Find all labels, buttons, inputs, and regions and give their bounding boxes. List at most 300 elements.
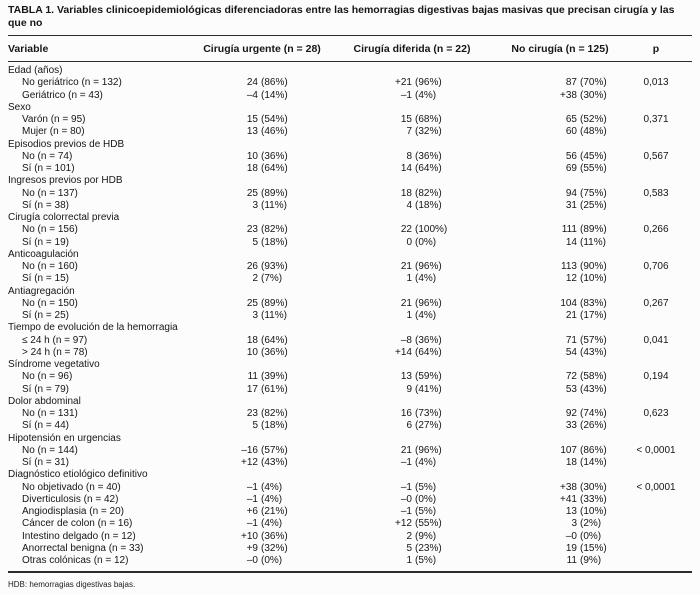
value-wrap <box>486 188 634 200</box>
value-cell <box>486 224 634 236</box>
value-cell <box>186 531 338 543</box>
group-label: Sexo <box>8 101 31 113</box>
value-cell <box>186 200 338 212</box>
value-wrap <box>338 151 486 163</box>
value-number: 71 <box>565 334 577 346</box>
value-percent: (36%) <box>261 150 288 162</box>
value-number: 1 <box>406 555 412 566</box>
value-wrap <box>186 90 338 102</box>
value-wrap <box>338 506 486 518</box>
value-cell <box>186 273 338 285</box>
value-cell <box>338 347 486 359</box>
value-percent: (27%) <box>415 420 442 432</box>
value-cell <box>486 518 634 530</box>
column-header-cirugia-diferida: Cirugía diferida (n = 22) <box>338 36 486 62</box>
table-row <box>8 273 692 285</box>
p-value-cell: 0,266 <box>643 224 669 236</box>
table-row <box>8 77 692 89</box>
value-wrap <box>186 543 338 555</box>
p-value-cell <box>634 543 692 555</box>
value-percent: (89%) <box>261 297 288 309</box>
value-percent: (55%) <box>580 163 607 174</box>
group-label: Tiempo de evolución de la hemorragia <box>8 322 178 334</box>
table-row <box>8 188 692 200</box>
value-cell <box>486 445 634 457</box>
p-value-cell <box>634 555 692 567</box>
value-wrap <box>186 188 338 200</box>
value-number: 25 <box>246 187 258 199</box>
value-cell <box>486 506 634 518</box>
value-percent: (82%) <box>415 187 442 199</box>
value-cell <box>486 126 634 138</box>
value-wrap <box>486 555 634 567</box>
value-wrap <box>486 90 634 102</box>
value-percent: (64%) <box>415 346 442 358</box>
value-number: 60 <box>565 126 577 138</box>
p-value-cell: 0,013 <box>643 77 669 89</box>
value-cell <box>186 163 338 175</box>
row-label: No (n = 156) <box>22 224 78 236</box>
table-row <box>8 237 692 249</box>
value-cell <box>338 371 486 383</box>
value-cell <box>186 347 338 359</box>
value-percent: (4%) <box>415 89 437 101</box>
value-number: 9 <box>406 383 412 395</box>
value-number: –1 <box>246 493 258 505</box>
value-number: 2 <box>406 530 412 542</box>
value-number: 16 <box>400 408 412 419</box>
row-label: Sí (n = 15) <box>22 273 69 285</box>
value-wrap <box>338 163 486 175</box>
value-percent: (93%) <box>261 261 288 272</box>
value-cell <box>186 224 338 236</box>
value-cell <box>338 518 486 530</box>
table-footnote: HDB: hemorragias digestivas bajas. <box>8 580 136 590</box>
p-value-cell: 0,706 <box>643 261 669 272</box>
p-value-cell: 0,583 <box>643 187 669 199</box>
value-cell <box>186 114 338 126</box>
value-percent: (70%) <box>580 77 607 89</box>
value-wrap <box>338 77 486 89</box>
value-wrap <box>186 163 338 175</box>
value-number: –1 <box>400 89 412 101</box>
value-wrap <box>338 237 486 249</box>
row-label: > 24 h (n = 78) <box>22 346 88 358</box>
value-wrap <box>338 188 486 200</box>
value-number: 11 <box>566 555 577 566</box>
p-value-cell <box>634 420 692 432</box>
value-cell <box>186 335 338 347</box>
row-label: No objetivado (n = 40) <box>22 481 121 493</box>
value-cell <box>486 371 634 383</box>
value-wrap <box>186 384 338 396</box>
value-wrap <box>186 408 338 420</box>
value-wrap <box>186 77 338 89</box>
value-percent: (89%) <box>580 224 607 236</box>
value-number: 111 <box>561 224 577 236</box>
value-wrap <box>486 163 634 175</box>
value-percent: (9%) <box>415 530 437 542</box>
value-percent: (82%) <box>261 408 288 419</box>
value-cell <box>486 90 634 102</box>
value-cell <box>486 555 634 567</box>
value-wrap <box>186 494 338 506</box>
value-cell <box>486 200 634 212</box>
value-percent: (58%) <box>580 371 607 383</box>
table-row <box>8 384 692 396</box>
value-number: 21 <box>400 261 412 272</box>
value-number: –1 <box>400 506 412 517</box>
value-percent: (4%) <box>415 310 437 321</box>
table-row <box>8 555 692 567</box>
value-cell <box>486 420 634 432</box>
value-cell <box>186 261 338 273</box>
value-percent: (0%) <box>580 530 602 542</box>
value-number: 22 <box>400 224 412 236</box>
value-percent: (18%) <box>261 420 288 432</box>
table-row <box>8 90 692 102</box>
value-number: 13 <box>246 126 258 138</box>
group-label: Diagnóstico etiológico definitivo <box>8 469 148 481</box>
value-number: 18 <box>400 187 412 199</box>
value-cell <box>486 237 634 249</box>
value-cell <box>338 494 486 506</box>
value-cell <box>338 224 486 236</box>
value-percent: (15%) <box>580 542 607 554</box>
value-percent: (57%) <box>261 444 288 456</box>
value-percent: (61%) <box>261 383 288 395</box>
value-cell <box>338 543 486 555</box>
p-value-cell: 0,041 <box>643 334 669 346</box>
value-percent: (86%) <box>261 77 288 89</box>
row-label: No (n = 96) <box>22 371 73 383</box>
group-label: Episodios previos de HDB <box>8 138 125 150</box>
row-label: No (n = 144) <box>22 444 78 456</box>
p-value-cell <box>634 310 692 322</box>
value-percent: (33%) <box>580 493 607 505</box>
p-value-cell <box>634 457 692 469</box>
value-wrap <box>486 384 634 396</box>
group-row <box>8 102 692 114</box>
value-cell <box>186 371 338 383</box>
value-wrap <box>186 482 338 494</box>
value-cell <box>486 151 634 163</box>
value-cell <box>186 298 338 310</box>
group-row <box>8 249 692 261</box>
p-value-cell <box>634 384 692 396</box>
value-percent: (7%) <box>261 273 283 285</box>
value-wrap <box>486 298 634 310</box>
table-row <box>8 494 692 506</box>
value-cell <box>338 555 486 567</box>
value-cell <box>486 384 634 396</box>
value-percent: (43%) <box>261 457 288 468</box>
row-label: Anorrectal benigna (n = 33) <box>22 542 144 554</box>
value-cell <box>486 335 634 347</box>
value-number: 18 <box>565 457 577 468</box>
value-cell <box>486 347 634 359</box>
value-wrap <box>338 543 486 555</box>
row-label: No (n = 160) <box>22 261 78 272</box>
value-wrap <box>338 200 486 212</box>
row-label: Sí (n = 44) <box>22 420 69 432</box>
table-row <box>8 518 692 530</box>
group-label: Hipotensión en urgencias <box>8 432 121 444</box>
row-label: No (n = 74) <box>22 150 73 162</box>
value-wrap <box>486 543 634 555</box>
value-number: +12 <box>241 457 258 468</box>
data-table <box>8 36 692 567</box>
value-percent: (32%) <box>415 126 442 138</box>
row-label: Geriátrico (n = 43) <box>22 89 103 101</box>
value-wrap <box>186 126 338 138</box>
value-percent: (11%) <box>580 236 606 248</box>
value-percent: (23%) <box>415 542 442 554</box>
value-cell <box>338 384 486 396</box>
value-cell <box>186 126 338 138</box>
value-number: 65 <box>565 114 577 125</box>
row-label: No (n = 150) <box>22 297 78 309</box>
value-percent: (90%) <box>580 261 607 272</box>
value-wrap <box>486 518 634 530</box>
column-header-no-cirugia: No cirugía (n = 125) <box>486 36 634 62</box>
value-wrap <box>338 371 486 383</box>
group-row <box>8 139 692 151</box>
row-label: Sí (n = 25) <box>22 310 69 321</box>
value-wrap <box>338 298 486 310</box>
value-cell <box>338 126 486 138</box>
value-number: 14 <box>400 163 412 174</box>
value-cell <box>486 188 634 200</box>
value-number: +41 <box>560 493 577 505</box>
value-number: 3 <box>252 310 258 321</box>
value-wrap <box>186 200 338 212</box>
value-wrap <box>186 506 338 518</box>
value-percent: (5%) <box>415 506 437 517</box>
p-value-cell <box>634 126 692 138</box>
value-cell <box>186 555 338 567</box>
value-number: 1 <box>406 273 412 285</box>
value-cell <box>186 482 338 494</box>
value-number: 5 <box>252 420 258 432</box>
p-value-cell: 0,371 <box>643 114 669 125</box>
table-row <box>8 335 692 347</box>
group-label: Edad (años) <box>8 65 63 76</box>
group-row <box>8 212 692 224</box>
row-label: Otras colónicas (n = 12) <box>22 555 129 566</box>
group-label: Síndrome vegetativo <box>8 359 100 370</box>
value-number: 25 <box>246 297 258 309</box>
value-number: –1 <box>400 457 412 468</box>
value-cell <box>338 188 486 200</box>
value-cell <box>186 408 338 420</box>
group-row <box>8 359 692 371</box>
value-cell <box>186 420 338 432</box>
p-value-cell: 0,567 <box>643 150 669 162</box>
value-wrap <box>186 555 338 567</box>
value-percent: (82%) <box>261 224 288 236</box>
value-percent: (43%) <box>580 383 607 395</box>
group-label: Anticoagulación <box>8 248 79 260</box>
value-wrap <box>486 494 634 506</box>
value-percent: (21%) <box>261 506 288 517</box>
table-title: TABLA 1. Variables clinicoepidemiológicas diferenciadoras entre las hemorragias digestivas bajas masivas que precisan cirugía y las que no <box>8 4 675 29</box>
value-percent: (36%) <box>415 150 442 162</box>
value-wrap <box>186 371 338 383</box>
value-cell <box>338 261 486 273</box>
value-number: –0 <box>565 530 577 542</box>
value-cell <box>338 298 486 310</box>
value-number: 5 <box>252 236 258 248</box>
value-percent: (96%) <box>415 297 442 309</box>
value-wrap <box>486 335 634 347</box>
value-percent: (0%) <box>415 493 437 505</box>
value-percent: (57%) <box>580 334 607 346</box>
value-wrap <box>338 384 486 396</box>
value-cell <box>186 494 338 506</box>
table-row <box>8 506 692 518</box>
value-cell <box>486 77 634 89</box>
value-wrap <box>338 531 486 543</box>
value-cell <box>338 482 486 494</box>
p-value-cell <box>634 347 692 359</box>
bottom-rule <box>8 571 692 573</box>
value-wrap <box>186 261 338 273</box>
group-row <box>8 469 692 481</box>
value-percent: (30%) <box>580 89 607 101</box>
value-cell <box>186 384 338 396</box>
value-cell <box>486 531 634 543</box>
value-wrap <box>486 347 634 359</box>
p-value-cell <box>634 200 692 212</box>
value-number: 18 <box>246 163 258 174</box>
value-wrap <box>486 273 634 285</box>
value-cell <box>338 506 486 518</box>
value-percent: (11%) <box>261 310 287 321</box>
value-number: 4 <box>406 199 412 211</box>
value-number: 23 <box>246 408 258 419</box>
p-value-cell <box>634 163 692 175</box>
value-number: +10 <box>241 530 258 542</box>
value-wrap <box>486 77 634 89</box>
value-percent: (26%) <box>580 420 607 432</box>
value-wrap <box>186 457 338 469</box>
value-percent: (64%) <box>261 163 288 174</box>
row-label: Diverticulosis (n = 42) <box>22 493 119 505</box>
p-value-cell <box>634 518 692 530</box>
value-cell <box>338 445 486 457</box>
value-percent: (36%) <box>261 530 288 542</box>
p-value-cell <box>634 531 692 543</box>
value-percent: (2%) <box>580 518 602 530</box>
value-cell <box>186 457 338 469</box>
row-label: Sí (n = 19) <box>22 236 69 248</box>
value-percent: (48%) <box>580 126 607 138</box>
value-percent: (4%) <box>415 273 437 285</box>
value-percent: (96%) <box>415 261 442 272</box>
row-label: Sí (n = 31) <box>22 457 69 468</box>
value-number: +6 <box>246 506 258 517</box>
value-number: 1 <box>406 310 412 321</box>
value-percent: (74%) <box>580 408 607 419</box>
value-number: 3 <box>252 199 258 211</box>
value-percent: (75%) <box>580 187 607 199</box>
p-value-cell: 0,194 <box>643 371 669 383</box>
value-number: 113 <box>561 261 577 272</box>
table-body <box>8 62 692 568</box>
value-cell <box>186 518 338 530</box>
row-label: ≤ 24 h (n = 97) <box>22 334 88 346</box>
value-percent: (4%) <box>415 457 437 468</box>
row-label: Sí (n = 38) <box>22 199 69 211</box>
value-cell <box>186 445 338 457</box>
value-cell <box>186 310 338 322</box>
table-row <box>8 457 692 469</box>
value-wrap <box>186 420 338 432</box>
header-row <box>8 36 692 62</box>
p-value-cell <box>634 90 692 102</box>
value-number: 104 <box>560 297 577 309</box>
value-percent: (54%) <box>261 114 288 125</box>
value-wrap <box>486 261 634 273</box>
value-number: 11 <box>247 371 258 383</box>
value-wrap <box>186 347 338 359</box>
value-cell <box>186 543 338 555</box>
value-cell <box>486 457 634 469</box>
value-cell <box>338 90 486 102</box>
value-cell <box>338 420 486 432</box>
value-percent: (5%) <box>415 481 437 493</box>
row-label: Intestino delgado (n = 12) <box>22 530 136 542</box>
value-number: 14 <box>565 236 577 248</box>
value-cell <box>338 310 486 322</box>
value-number: 0 <box>406 236 412 248</box>
value-number: 23 <box>246 224 258 236</box>
column-header-p: p <box>634 36 692 62</box>
table-row <box>8 126 692 138</box>
value-number: 7 <box>406 126 412 138</box>
value-number: 15 <box>400 114 412 125</box>
table-row <box>8 531 692 543</box>
value-number: +21 <box>395 77 412 89</box>
value-wrap <box>486 151 634 163</box>
value-wrap <box>338 347 486 359</box>
table-row <box>8 482 692 494</box>
value-number: 92 <box>565 408 577 419</box>
value-wrap <box>186 237 338 249</box>
value-wrap <box>486 224 634 236</box>
group-label: Cirugía colorrectal previa <box>8 212 120 223</box>
value-wrap <box>486 482 634 494</box>
value-cell <box>486 408 634 420</box>
value-wrap <box>338 90 486 102</box>
value-number: 19 <box>565 542 577 554</box>
value-cell <box>338 408 486 420</box>
value-percent: (36%) <box>415 334 442 346</box>
value-percent: (73%) <box>415 408 442 419</box>
group-label: Antiagregación <box>8 285 75 297</box>
value-percent: (30%) <box>580 481 607 493</box>
value-percent: (39%) <box>261 371 288 383</box>
value-wrap <box>338 494 486 506</box>
value-cell <box>338 273 486 285</box>
value-percent: (96%) <box>415 77 442 89</box>
value-percent: (18%) <box>415 199 442 211</box>
value-cell <box>486 114 634 126</box>
value-percent: (64%) <box>415 163 442 174</box>
value-number: 8 <box>406 150 412 162</box>
p-value-cell <box>634 506 692 518</box>
